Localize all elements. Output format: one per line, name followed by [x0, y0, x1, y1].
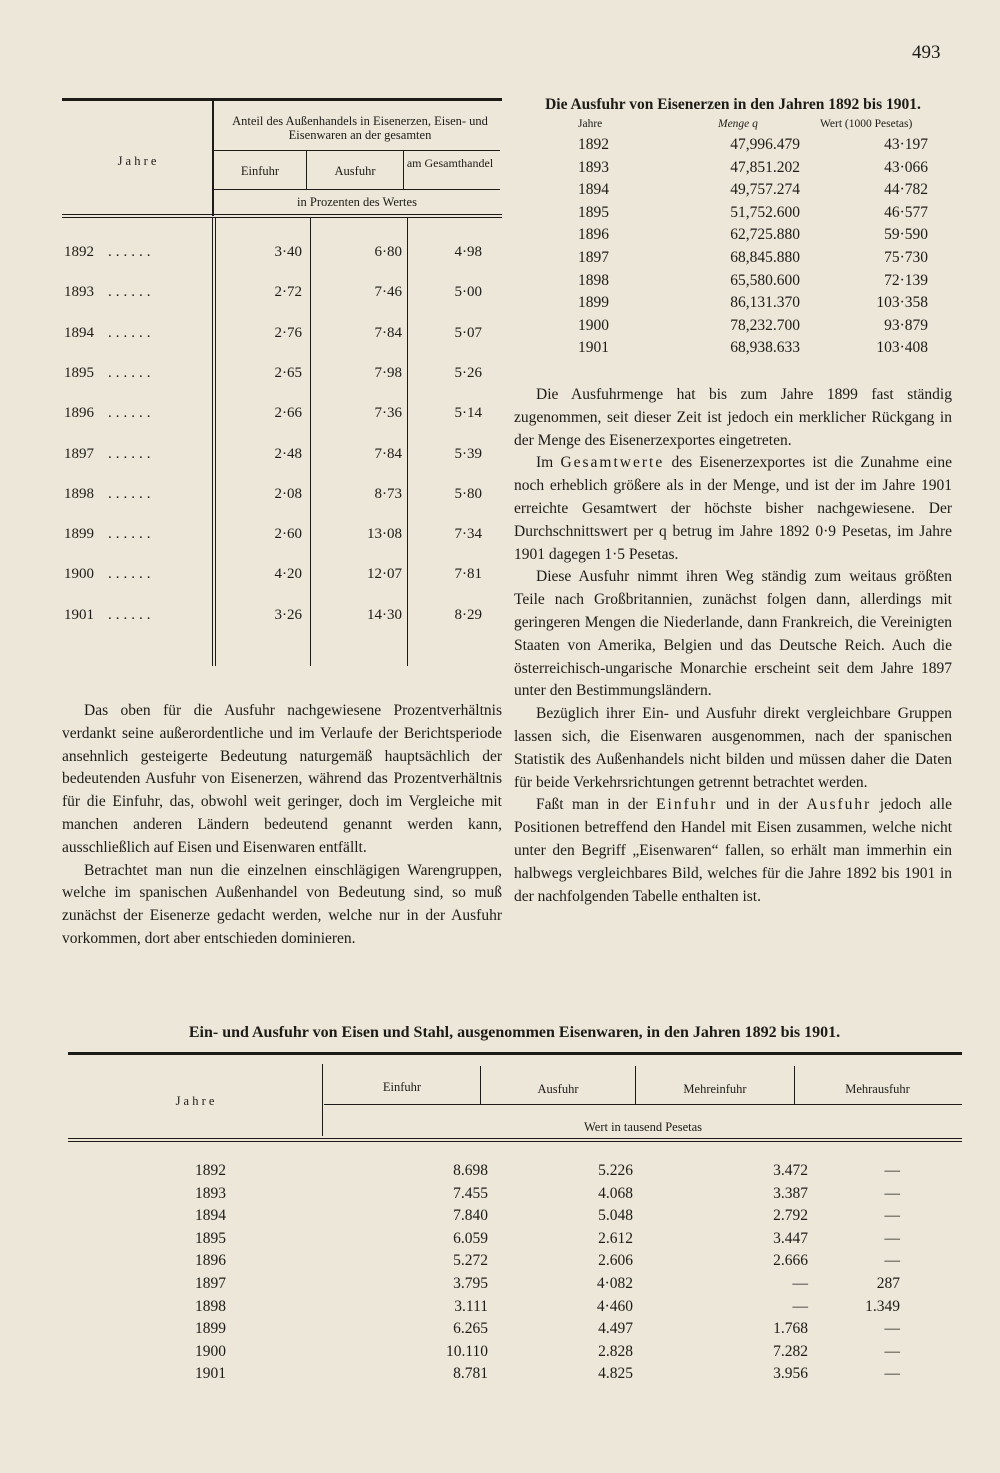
leader-dots: ...... — [108, 364, 155, 381]
year-cell: 1899 — [578, 294, 609, 312]
left-paragraph-1: Das oben für die Ausfuhr nachgewiesene Prozentverhältnis verdankt seine außerordentliche und im Verlaufe der Berichtsperiode ansehnlich gesteigerte Bedeutung naturgemäß hauptsächlich der bedeutenden Ausfuhr von Eisenerzen, während das Prozentverhältnis für die Einfuhr, das, obwohl weit geringer, doch im Vergleiche mit manchen anderen Ländern bedeutend genannt werden kann, ausschließlich auf Eisen und Eisenwaren entfällt. — [62, 702, 502, 856]
ausfuhr-cell: 4·082 — [596, 1275, 633, 1292]
table-row — [514, 226, 952, 249]
year-cell: 1895 — [195, 1229, 226, 1247]
menge-cell: 68,938.633 — [730, 339, 800, 357]
share-table — [62, 98, 502, 670]
mehreinfuhr-cell: — — [792, 1297, 808, 1315]
einfuhr-cell: 10.110 — [445, 1342, 488, 1360]
year-cell: 1900 — [195, 1342, 226, 1360]
mehrausfuhr-cell: — — [884, 1252, 900, 1270]
year-cell: 1901 — [195, 1365, 226, 1383]
einfuhr-cell: 3.795 — [453, 1275, 488, 1292]
menge-cell: 49,757.274 — [730, 181, 800, 199]
table-row — [62, 284, 502, 308]
table-row — [62, 405, 502, 429]
year-cell: 1899 — [195, 1320, 226, 1338]
year-cell: 1894 — [64, 324, 94, 341]
mehreinfuhr-cell: 7.282 — [773, 1342, 808, 1360]
ausfuhr-cell: 7·36 — [374, 405, 402, 422]
table-row — [514, 204, 952, 227]
page-number: 493 — [912, 42, 941, 63]
einfuhr-cell: 3·26 — [274, 606, 302, 623]
p5-emphasis-1: Einfuhr — [656, 796, 718, 814]
year-cell: 1897 — [64, 445, 94, 462]
table-row — [68, 1185, 962, 1208]
right-text — [514, 384, 952, 908]
year-cell: 1894 — [578, 181, 609, 199]
table-row — [514, 159, 952, 182]
leader-dots: ...... — [108, 606, 155, 623]
ausfuhr-cell: 8·73 — [374, 485, 402, 502]
table-row — [62, 607, 502, 631]
p5-lead: Faßt man in der — [536, 796, 657, 814]
table-row — [514, 317, 952, 340]
einfuhr-cell: 2·72 — [274, 284, 302, 301]
year-cell: 1897 — [578, 248, 609, 266]
wert-cell: 43·066 — [884, 158, 928, 176]
t3-jahre-header: J a h r e — [175, 1094, 215, 1108]
menge-cell: 47,851.202 — [730, 158, 800, 176]
ausfuhr-cell: 5.226 — [598, 1162, 633, 1179]
p5-mid: und in der — [717, 796, 807, 814]
year-cell: 1892 — [64, 244, 94, 260]
mehrausfuhr-cell: 287 — [876, 1275, 900, 1292]
right-paragraph-1: Die Ausfuhrmenge hat bis zum Jahre 1899 fast ständig zugenommen, seit dieser Zeit ist jedoch ein merklicher Rückgang in der Menge des Eisenerzexportes eingetreten. — [514, 386, 952, 449]
ausfuhr-cell: 2.828 — [598, 1342, 633, 1360]
wert-cell: 44·782 — [884, 181, 928, 199]
wert-cell: 59·590 — [884, 226, 928, 244]
year-cell: 1892 — [578, 136, 609, 153]
ausfuhr-cell: 7·98 — [374, 364, 402, 381]
leader-dots: ...... — [108, 485, 155, 502]
einfuhr-cell: 3.111 — [454, 1297, 488, 1315]
wert-cell: 43·197 — [884, 136, 928, 153]
einfuhr-cell: 2·48 — [274, 445, 302, 462]
table-row — [514, 181, 952, 204]
einfuhr-cell: 6.265 — [453, 1320, 488, 1338]
leader-dots: ...... — [108, 244, 155, 260]
t3-ausfuhr-header: Ausfuhr — [537, 1082, 579, 1096]
mehrausfuhr-cell: — — [884, 1229, 900, 1247]
wert-cell: 72·139 — [884, 271, 928, 289]
year-cell: 1901 — [578, 339, 609, 357]
mehreinfuhr-cell: 3.472 — [773, 1162, 808, 1179]
gesamt-cell: 4·98 — [454, 244, 482, 260]
ausfuhr-cell: 4.825 — [598, 1365, 633, 1383]
menge-cell: 65,580.600 — [730, 271, 800, 289]
einfuhr-cell: 2·60 — [274, 526, 302, 543]
right-paragraph-4: Bezüglich ihrer Ein- und Ausfuhr direkt vergleichbare Gruppen lassen sich, die Eisenwaren ausgenommen, nach der spanischen Statistik des Außenhandels nicht bilden und müssen daher die Daten für beide Verkehrsrichtungen getrennt betrachtet werden. — [514, 705, 952, 791]
wert-cell: 103·408 — [876, 339, 928, 357]
mehreinfuhr-cell: 1.768 — [773, 1320, 808, 1338]
einfuhr-cell: 5.272 — [453, 1252, 488, 1270]
ausfuhr-cell: 12·07 — [367, 566, 402, 583]
year-cell: 1893 — [64, 284, 94, 301]
year-cell: 1897 — [195, 1275, 226, 1292]
leader-dots: ...... — [108, 405, 155, 422]
right-paragraph-5 — [514, 794, 952, 908]
einfuhr-cell: 2·08 — [274, 485, 302, 502]
mehreinfuhr-cell: 3.956 — [773, 1365, 808, 1383]
table-row — [62, 244, 502, 268]
table-row — [68, 1275, 962, 1298]
table-row — [68, 1298, 962, 1321]
ausfuhr-cell: 13·08 — [367, 526, 402, 543]
table-row — [62, 486, 502, 510]
year-cell: 1894 — [195, 1207, 226, 1225]
jahre-header: J a h r e — [117, 154, 157, 168]
left-paragraph-2: Betrachtet man nun die einzelnen einschlägigen Warengruppen, welche im spanischen Außenhandel von Bedeutung sind, so muß zunächst der Eisenerze gedacht werden, welche nur in der Ausfuhr vorkommen, dort aber entschieden dominieren. — [62, 861, 502, 947]
gesamt-cell: 5·39 — [454, 445, 482, 462]
table-row — [62, 325, 502, 349]
t2-menge-header: Menge q — [718, 118, 758, 130]
percent-unit-label: in Prozenten des Wertes — [297, 195, 417, 209]
t2-jahre-header: Jahre — [578, 118, 603, 130]
ausfuhr-cell: 7·84 — [374, 324, 402, 341]
wert-cell: 46·577 — [884, 203, 928, 221]
year-cell: 1893 — [195, 1184, 226, 1202]
year-cell: 1896 — [578, 226, 609, 244]
ausfuhr-cell: 5.048 — [598, 1207, 633, 1225]
iron-steel-table-title: Ein- und Ausfuhr von Eisen und Stahl, ausgenommen Eisenwaren, in den Jahren 1892 bis 1901. — [188, 1024, 841, 1041]
menge-cell: 47,996.479 — [730, 136, 800, 153]
mehreinfuhr-cell: 2.792 — [773, 1207, 808, 1225]
p2-rest: des Eisenerzexportes ist die Zunahme eine noch erheblich größere als in der Menge, und ist der im Jahre 1901 erreichte Gesamtwert der höchste bisher nachgewiesene. Der Durchschnittswert per q betrug im Jahre 1892 0·9 Pesetas, im Jahre 1901 dagegen 1·5 Pesetas. — [514, 454, 952, 563]
t3-mehrausfuhr-header: Mehrausfuhr — [845, 1082, 910, 1096]
mehrausfuhr-cell: — — [884, 1342, 900, 1360]
right-paragraph-3: Diese Ausfuhr nimmt ihren Weg ständig zum weitaus größten Teile nach Großbritannien, zunächst folgen dann, allerdings mit geringeren Mengen die Niederlande, dann Frankreich, die Vereinigten Staaten von Amerika, Belgien und das Deutsche Reich. Auch die österreichisch-ungarische Monarchie erscheint seit dem Jahre 1897 unter den Bestimmungsländern. — [514, 568, 952, 700]
table-row — [68, 1207, 962, 1230]
year-cell: 1898 — [195, 1297, 226, 1315]
t2-wert-header: Wert (1000 Pesetas) — [820, 118, 913, 130]
ausfuhr-cell: 4.497 — [598, 1320, 633, 1338]
gesamt-cell: 5·80 — [454, 485, 482, 502]
ausfuhr-cell: 2.612 — [598, 1229, 633, 1247]
year-cell: 1892 — [195, 1162, 226, 1179]
gesamt-cell: 8·29 — [454, 606, 482, 623]
einfuhr-cell: 4·20 — [274, 566, 302, 583]
iron-steel-table — [68, 1052, 962, 1392]
gesamthandel-header: am Gesamthandel — [406, 156, 494, 170]
einfuhr-cell: 7.455 — [453, 1184, 488, 1202]
share-group-header: Anteil des Außenhandels in Eisenerzen, Eisen- und Eisenwaren an der gesamten — [232, 114, 488, 142]
gesamt-cell: 5·14 — [454, 405, 482, 422]
ausfuhr-cell: 4.068 — [598, 1184, 633, 1202]
table-row — [62, 566, 502, 590]
year-cell: 1899 — [64, 526, 94, 543]
einfuhr-cell: 2·66 — [274, 405, 302, 422]
ausfuhr-cell: 4·460 — [596, 1297, 633, 1315]
year-cell: 1898 — [578, 271, 609, 289]
ausfuhr-cell: 7·46 — [374, 284, 402, 301]
year-cell: 1896 — [64, 405, 94, 422]
p5-rest: jedoch alle Positionen betreffend den Handel mit Eisen zusammen, welche nicht unter den Begriff „Eisenwaren“ fallen, so erhält man immerhin ein halbwegs vergleichbares Bild, welches für die Jahre 1892 bis 1901 in der nachfolgenden Tabelle enthalten ist. — [514, 796, 952, 905]
gesamt-cell: 7·34 — [454, 526, 482, 543]
mehrausfuhr-cell: — — [884, 1207, 900, 1225]
mehrausfuhr-cell: — — [884, 1162, 900, 1179]
t3-einfuhr-header: Einfuhr — [382, 1080, 422, 1094]
right-paragraph-2 — [514, 452, 952, 566]
gesamt-cell: 5·07 — [454, 324, 482, 341]
t3-mehreinfuhr-header: Mehreinfuhr — [683, 1082, 747, 1096]
table-row — [514, 249, 952, 272]
iron-ore-export-table — [514, 94, 952, 362]
year-cell: 1900 — [578, 316, 609, 334]
einfuhr-cell: 7.840 — [453, 1207, 488, 1225]
table-row — [62, 365, 502, 389]
iron-ore-table-title: Die Ausfuhr von Eisenerzen in den Jahren 1892 bis 1901. — [545, 96, 921, 113]
leader-dots: ...... — [108, 324, 155, 341]
p2-lead: Im — [536, 454, 561, 472]
t3-unit-label: Wert in tausend Pesetas — [583, 1120, 703, 1134]
einfuhr-cell: 8.698 — [453, 1162, 488, 1179]
year-cell: 1896 — [195, 1252, 226, 1270]
mehrausfuhr-cell: — — [884, 1365, 900, 1383]
table-row — [514, 294, 952, 317]
year-cell: 1895 — [578, 203, 609, 221]
p5-emphasis-2: Ausfuhr — [806, 796, 872, 814]
year-cell: 1895 — [64, 364, 94, 381]
mehrausfuhr-cell: 1.349 — [865, 1297, 900, 1315]
mehreinfuhr-cell: 3.447 — [773, 1229, 808, 1247]
leader-dots: ...... — [108, 445, 155, 462]
table-row — [68, 1365, 962, 1388]
left-text — [62, 700, 502, 951]
table-row — [68, 1162, 962, 1185]
wert-cell: 75·730 — [884, 248, 928, 266]
mehreinfuhr-cell: 3.387 — [773, 1184, 808, 1202]
einfuhr-cell: 6.059 — [453, 1229, 488, 1247]
year-cell: 1898 — [64, 485, 94, 502]
ausfuhr-cell: 14·30 — [367, 606, 402, 623]
gesamt-cell: 5·00 — [454, 284, 482, 301]
table-row — [62, 446, 502, 470]
menge-cell: 51,752.600 — [730, 203, 800, 221]
table-row — [514, 272, 952, 295]
leader-dots: ...... — [108, 566, 155, 583]
wert-cell: 93·879 — [884, 316, 928, 334]
year-cell: 1893 — [578, 158, 609, 176]
year-cell: 1900 — [64, 566, 94, 583]
p2-emphasis: Gesamtwerte — [560, 454, 665, 472]
table-row — [68, 1252, 962, 1275]
menge-cell: 62,725.880 — [730, 226, 800, 244]
ausfuhr-header: Ausfuhr — [334, 164, 376, 178]
table-row — [68, 1343, 962, 1366]
einfuhr-header: Einfuhr — [240, 164, 280, 178]
table-row — [68, 1230, 962, 1253]
menge-cell: 68,845.880 — [730, 248, 800, 266]
einfuhr-cell: 2·65 — [274, 364, 302, 381]
mehrausfuhr-cell: — — [884, 1184, 900, 1202]
gesamt-cell: 5·26 — [454, 364, 482, 381]
gesamt-cell: 7·81 — [454, 566, 482, 583]
einfuhr-cell: 2·76 — [274, 324, 302, 341]
table-row — [514, 339, 952, 362]
einfuhr-cell: 8.781 — [453, 1365, 488, 1383]
menge-cell: 86,131.370 — [730, 294, 800, 312]
ausfuhr-cell: 7·84 — [374, 445, 402, 462]
leader-dots: ...... — [108, 284, 155, 301]
mehreinfuhr-cell: — — [792, 1275, 808, 1292]
mehreinfuhr-cell: 2.666 — [773, 1252, 808, 1270]
einfuhr-cell: 3·40 — [274, 244, 302, 260]
ausfuhr-cell: 6·80 — [374, 244, 402, 260]
table-row — [68, 1320, 962, 1343]
leader-dots: ...... — [108, 526, 155, 543]
menge-cell: 78,232.700 — [730, 316, 800, 334]
ausfuhr-cell: 2.606 — [598, 1252, 633, 1270]
table-row — [62, 526, 502, 550]
wert-cell: 103·358 — [876, 294, 928, 312]
year-cell: 1901 — [64, 606, 94, 623]
mehrausfuhr-cell: — — [884, 1320, 900, 1338]
table-row — [514, 136, 952, 159]
